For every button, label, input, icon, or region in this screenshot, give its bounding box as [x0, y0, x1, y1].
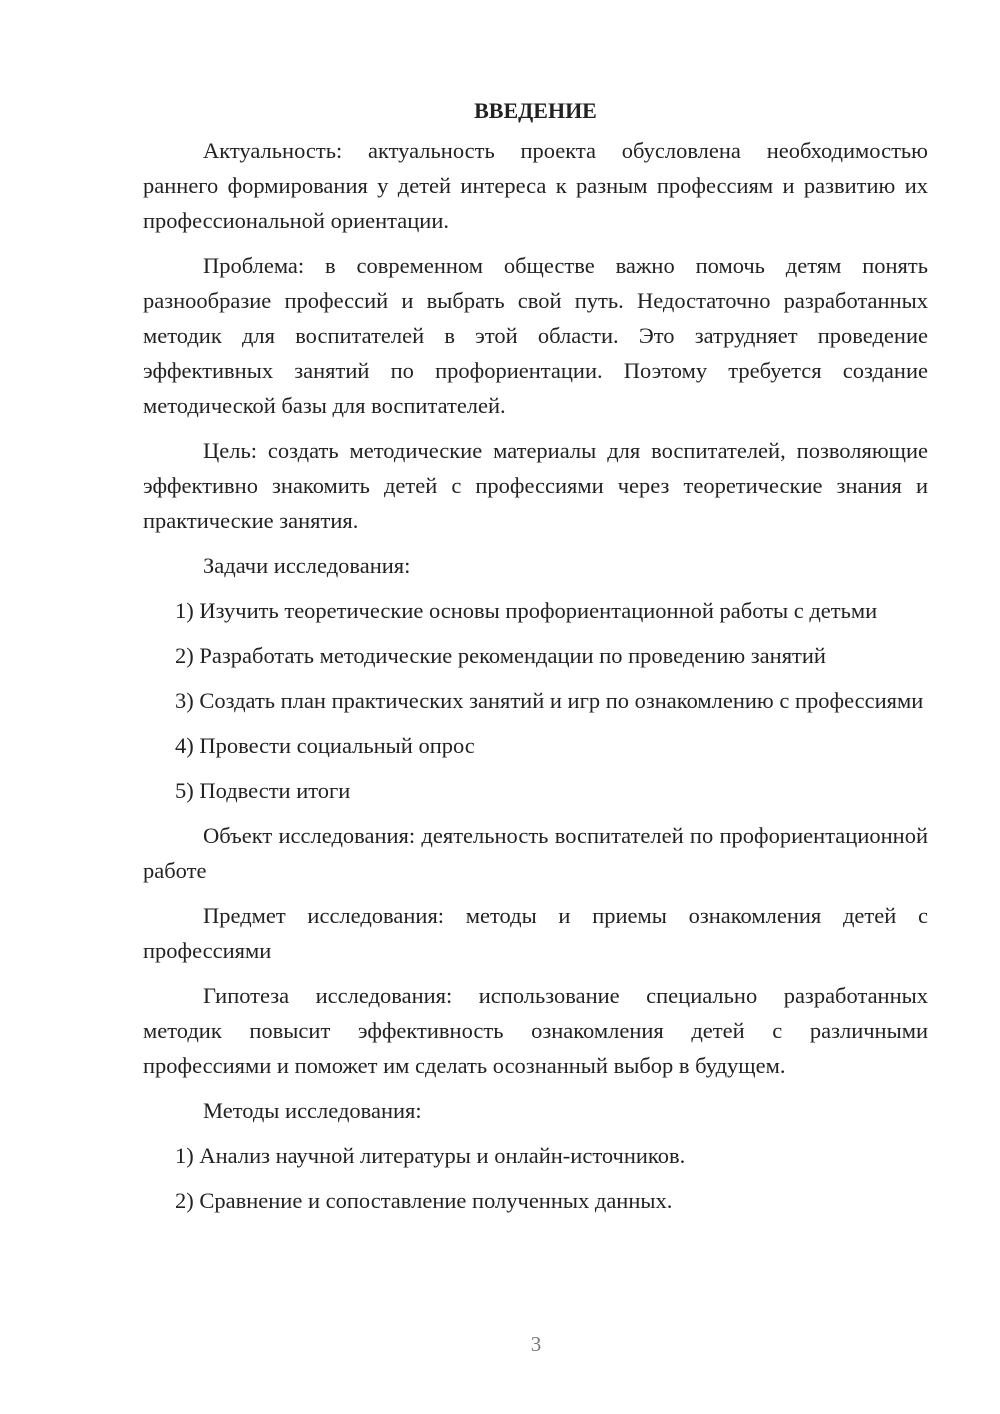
task-item-2: 2) Разработать методические рекомендации по проведению занятий	[175, 643, 826, 668]
paragraph-object: Объект исследования: деятельность воспитателей по профориентационной работе	[143, 823, 928, 883]
paragraph-goal: Цель: создать методические материалы для воспитателей, позволяющие эффективно знакомить детей с профессиями через теоретические знания и практические занятия.	[143, 438, 928, 533]
method-item-2: 2) Сравнение и сопоставление полученных данных.	[175, 1188, 673, 1213]
task-item-5: 5) Подвести итоги	[175, 778, 351, 803]
page-number: 3	[530, 1332, 542, 1356]
paragraph-problem: Проблема: в современном обществе важно помочь детям понять разнообразие профессий и выбрать свой путь. Недостаточно разработанных методик для воспитателей в этой области. Это затрудняет проведение эффективных занятий по профориентации. Поэтому требуется создание методической базы для воспитателей.	[143, 253, 928, 418]
section-title: ВВЕДЕНИЕ	[474, 98, 597, 123]
paragraph-relevance: Актуальность: актуальность проекта обусловлена необходимостью раннего формирования у детей интереса к разным профессиям и развитию их профессиональной ориентации.	[143, 138, 928, 233]
task-item-1: 1) Изучить теоретические основы профориентационной работы с детьми	[175, 598, 878, 623]
paragraph-subject: Предмет исследования: методы и приемы ознакомления детей с профессиями	[143, 903, 928, 963]
paragraph-methods-heading: Методы исследования:	[203, 1098, 422, 1123]
document-page	[143, 93, 928, 1218]
paragraph-tasks-heading: Задачи исследования:	[203, 553, 411, 578]
paragraph-hypothesis: Гипотеза исследования: использование специально разработанных методик повысит эффективность ознакомления детей с различными профессиями и поможет им сделать осознанный выбор в будущем.	[143, 983, 928, 1078]
method-item-1: 1) Анализ научной литературы и онлайн-источников.	[175, 1143, 686, 1168]
task-item-4: 4) Провести социальный опрос	[175, 733, 475, 758]
task-item-3: 3) Создать план практических занятий и игр по ознакомлению с профессиями	[175, 688, 924, 713]
